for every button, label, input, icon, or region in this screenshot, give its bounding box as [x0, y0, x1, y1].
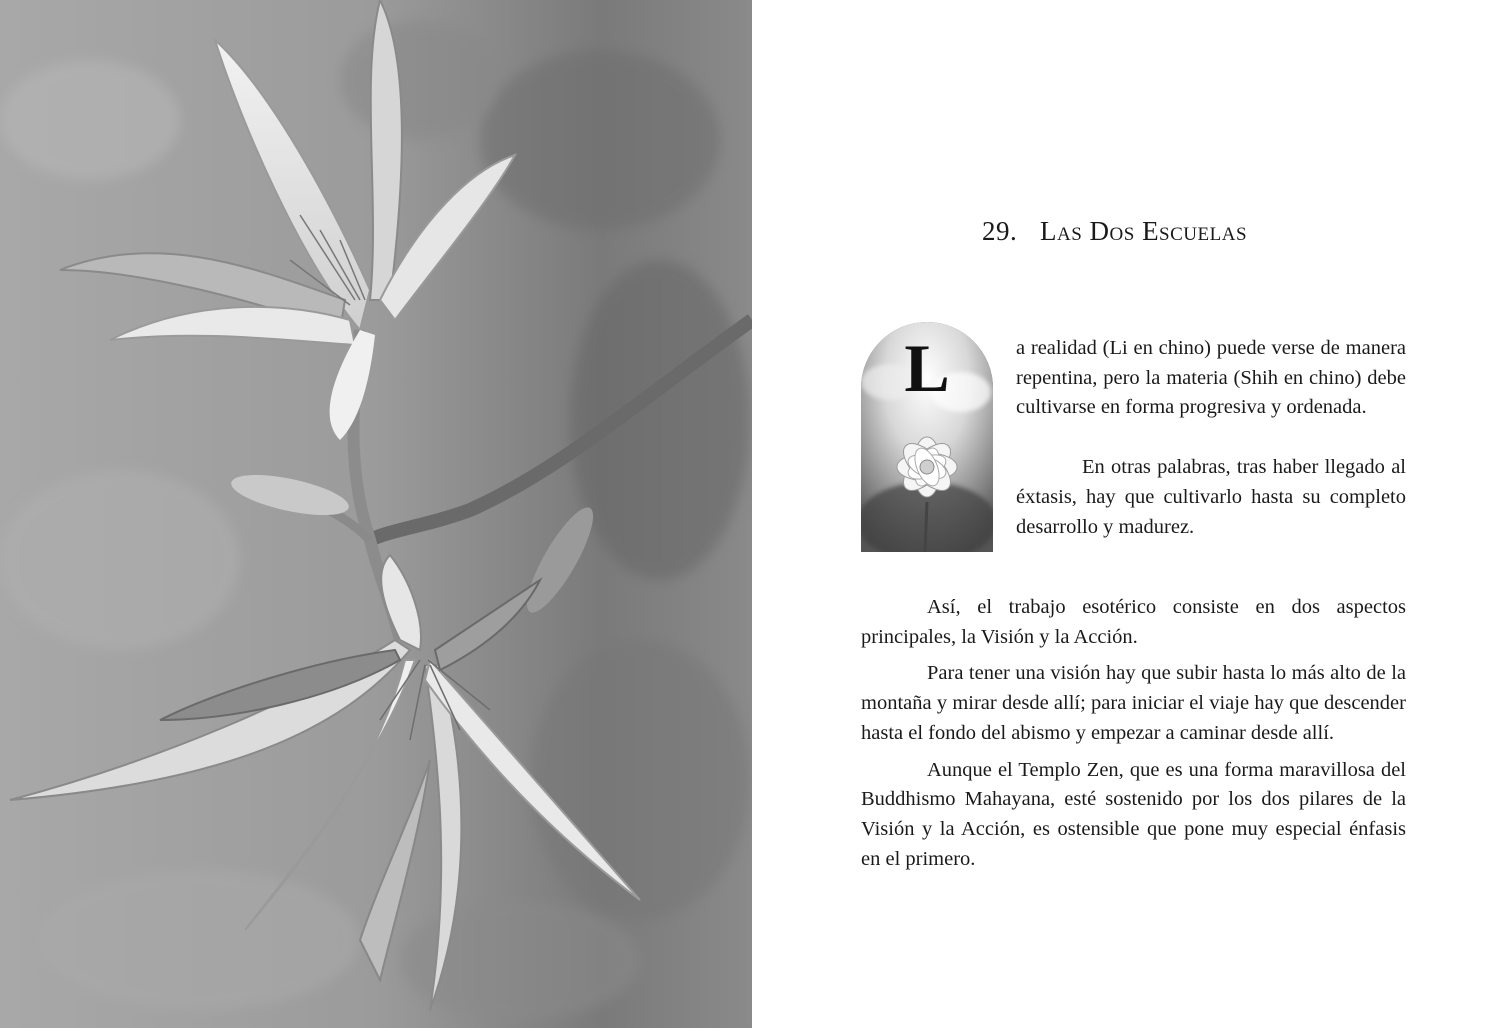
body-column: [861, 593, 1406, 881]
paragraph-fifth: Aunque el Templo Zen, que es una forma maravillosa del Buddhismo Mahayana, esté sostenido por los dos pilares de la Visión y la Acción, es ostensible que pone muy especial énfasis en el primero.: [861, 758, 1406, 870]
paragraph-third: Así, el trabajo esotérico consiste en dos aspectos principales, la Visión y la Acción.: [861, 596, 1406, 648]
paragraph-fourth: Para tener una visión hay que subir hasta lo más alto de la montaña y mirar desde allí; para iniciar el viaje hay que descender hasta el fondo del abismo y empezar a caminar desde allí.: [861, 662, 1406, 744]
paragraph-intro: a realidad (Li en chino) puede verse de manera repentina, pero la materia (Shih en chino) debe cultivarse en forma progresiva y ordenada.: [1016, 337, 1406, 419]
drop-cap-letter: L: [904, 330, 950, 406]
chapter-number: 29.: [982, 216, 1018, 246]
paragraph-second: En otras palabras, tras haber llegado al éxtasis, hay que cultivarlo hasta su completo desarrollo y madurez.: [1016, 456, 1406, 538]
intro-column: [1016, 334, 1406, 542]
chapter-title: Las Dos Escuelas: [1040, 216, 1248, 246]
drop-cap-illustration: [861, 322, 993, 552]
text-page: [752, 0, 1500, 1028]
chapter-heading: [982, 216, 1402, 247]
